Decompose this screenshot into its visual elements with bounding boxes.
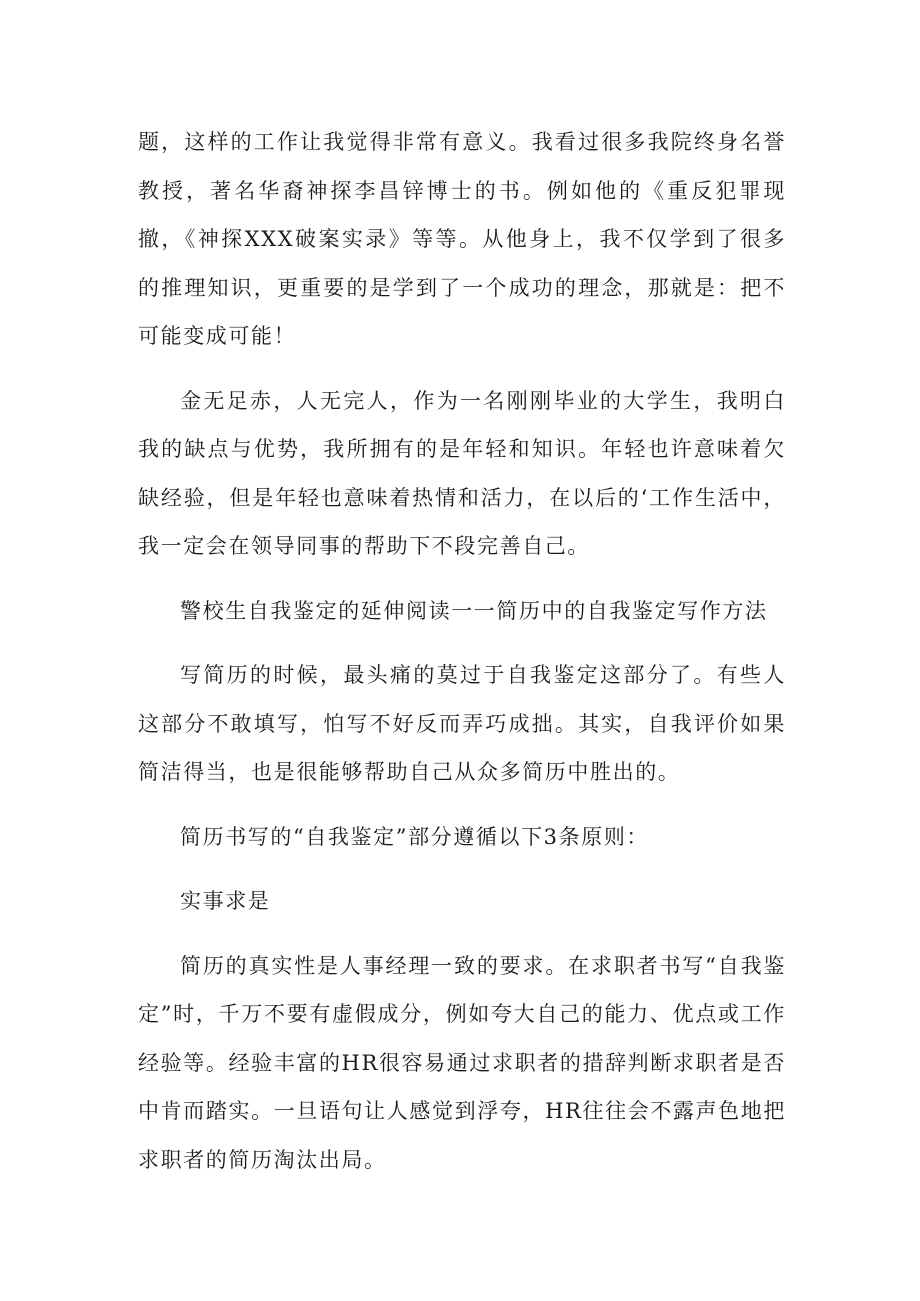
paragraph-principles-intro: 简历书写的“自我鉴定”部分遵循以下3条原则： (180, 824, 650, 849)
document-body (138, 118, 786, 1200)
paragraph-continuation: 题，这样的工作让我觉得非常有意义。我看过很多我院终身名誉教授，著名华裔神探李昌锌博士的书。例如他的《重反犯罪现撤，《神探XXX破案实录》等等。从他身上，我不仅学到了很多的推理知识，更重要的是学到了一个成功的理念，那就是：把不可能变成可能！ (138, 130, 786, 348)
paragraph-extended-reading-heading: 警校生自我鉴定的延伸阅读一一简历中的自我鉴定写作方法 (180, 598, 768, 623)
paragraph-principle-heading: 实事求是 (180, 889, 271, 913)
paragraph-self-assessment: 金无足赤，人无完人，作为一名刚刚毕业的大学生，我明白我的缺点与优势，我所拥有的是年轻和知识。年轻也许意味着欠缺经验，但是年轻也意味着热情和活力，在以后的‘工作生活中，我一定会在领导同事的帮助下不段完善自己。 (138, 388, 786, 558)
paragraph-resume-writing: 写简历的时候，最头痛的莫过于自我鉴定这部分了。有些人这部分不敢填写，怕写不好反而弄巧成拙。其实，自我评价如果简洁得当，也是很能够帮助自己从众多简历中胜出的。 (138, 663, 786, 784)
paragraph-authenticity: 简历的真实性是人事经理一致的要求。在求职者书写“自我鉴定”时，千万不要有虚假成分，例如夸大自己的能力、优点或工作经验等。经验丰富的HR很容易通过求职者的措辞判断求职者是否中肯而踏实。一旦语句让人感觉到浮夸，HR往往会不露声色地把求职者的简历淘汰出局。 (138, 953, 786, 1172)
